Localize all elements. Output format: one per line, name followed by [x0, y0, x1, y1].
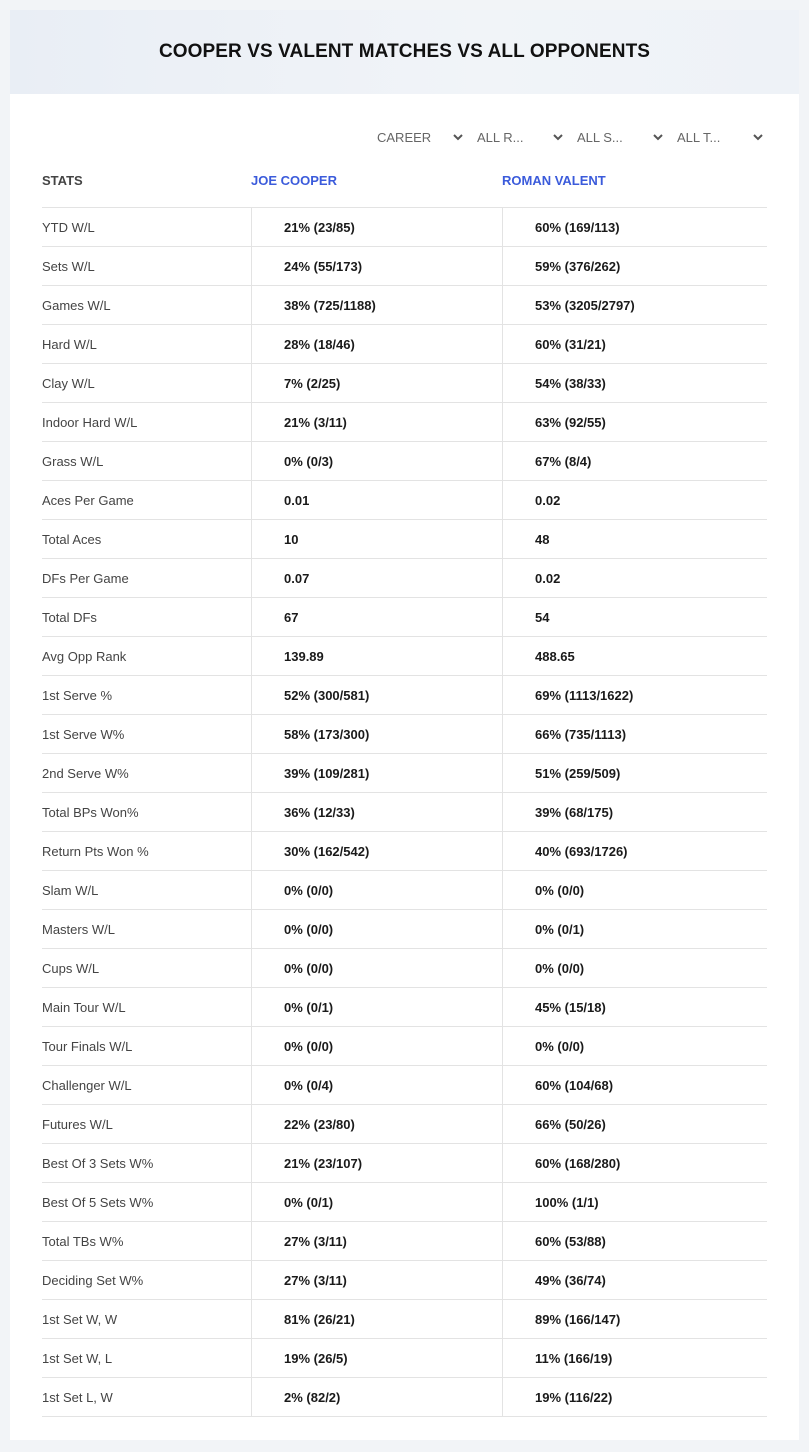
player1-link[interactable]: JOE COOPER — [251, 173, 337, 188]
filter-rounds-label: ALL R... — [477, 129, 524, 145]
player2-value: 69% (1113/1622) — [535, 688, 634, 703]
player1-cell — [251, 286, 502, 325]
stat-label: Futures W/L — [42, 1117, 113, 1132]
table-row — [42, 1027, 767, 1066]
stat-label: Games W/L — [42, 298, 111, 313]
player2-cell — [502, 754, 767, 793]
player1-value: 0% (0/3) — [284, 454, 334, 469]
table-row — [42, 520, 767, 559]
player2-cell — [502, 520, 767, 559]
player2-cell — [502, 1144, 767, 1183]
player1-cell — [251, 1027, 502, 1066]
stat-label: DFs Per Game — [42, 571, 129, 586]
stat-label: 2nd Serve W% — [42, 766, 129, 781]
table-row — [42, 871, 767, 910]
player2-value: 0% (0/0) — [535, 1039, 585, 1054]
filter-surfaces-label: ALL S... — [577, 129, 623, 145]
player2-cell — [502, 1378, 767, 1417]
stat-label: Avg Opp Rank — [42, 649, 127, 664]
table-row — [42, 1222, 767, 1261]
player2-value: 66% (735/1113) — [535, 727, 627, 742]
filter-rounds-select[interactable] — [477, 126, 565, 148]
stat-label: 1st Set L, W — [42, 1390, 113, 1405]
stat-label: Slam W/L — [42, 883, 99, 898]
player2-value: 39% (68/175) — [535, 805, 614, 820]
player1-value: 24% (55/173) — [284, 259, 363, 274]
player2-value: 63% (92/55) — [535, 415, 606, 430]
table-row — [42, 832, 767, 871]
player2-value: 40% (693/1726) — [535, 844, 628, 859]
player2-cell — [502, 910, 767, 949]
player1-cell — [251, 1300, 502, 1339]
stat-label: Challenger W/L — [42, 1078, 132, 1093]
player1-value: 0% (0/1) — [284, 1000, 334, 1015]
filter-tournaments-label: ALL T... — [677, 129, 721, 145]
player1-value: 0% (0/1) — [284, 1195, 334, 1210]
player1-cell — [251, 754, 502, 793]
player1-cell — [251, 325, 502, 364]
stat-label: Cups W/L — [42, 961, 100, 976]
table-row — [42, 715, 767, 754]
player1-cell — [251, 715, 502, 754]
player2-cell — [502, 1222, 767, 1261]
player1-cell — [251, 1144, 502, 1183]
stat-label: Best Of 5 Sets W% — [42, 1195, 154, 1210]
table-row — [42, 1183, 767, 1222]
stat-label: 1st Serve W% — [42, 727, 125, 742]
player1-value: 36% (12/33) — [284, 805, 355, 820]
player2-cell — [502, 403, 767, 442]
filter-period-select[interactable] — [377, 126, 465, 148]
player1-value: 39% (109/281) — [284, 766, 370, 781]
player1-value: 21% (23/85) — [284, 220, 355, 235]
player1-cell — [251, 832, 502, 871]
player2-value: 0.02 — [535, 571, 561, 586]
player2-value: 100% (1/1) — [535, 1195, 599, 1210]
table-row — [42, 1066, 767, 1105]
stat-label: Total TBs W% — [42, 1234, 124, 1249]
player1-cell — [251, 676, 502, 715]
page-title: COOPER VS VALENT MATCHES VS ALL OPPONENTS — [158, 41, 651, 62]
table-row — [42, 286, 767, 325]
player2-value: 51% (259/509) — [535, 766, 621, 781]
player2-cell — [502, 949, 767, 988]
filter-bar — [377, 126, 765, 148]
stat-label: Return Pts Won % — [42, 844, 149, 859]
player1-value: 67 — [284, 610, 299, 625]
stat-label: Total DFs — [42, 610, 97, 625]
table-row — [42, 442, 767, 481]
player1-cell — [251, 793, 502, 832]
player1-cell — [251, 1183, 502, 1222]
player1-cell — [251, 1105, 502, 1144]
player2-value: 0% (0/0) — [535, 883, 585, 898]
player2-cell — [502, 1339, 767, 1378]
player2-cell — [502, 598, 767, 637]
player1-value: 27% (3/11) — [284, 1273, 347, 1288]
player1-cell — [251, 1066, 502, 1105]
player1-cell — [251, 598, 502, 637]
player2-cell — [502, 988, 767, 1027]
player1-value: 139.89 — [284, 649, 324, 664]
player2-cell — [502, 481, 767, 520]
player2-value: 54% (38/33) — [535, 376, 606, 391]
player1-cell — [251, 637, 502, 676]
filter-tournaments-select[interactable] — [677, 126, 765, 148]
player2-cell — [502, 442, 767, 481]
player1-cell — [251, 949, 502, 988]
player2-cell — [502, 1300, 767, 1339]
player2-cell — [502, 559, 767, 598]
table-row — [42, 1339, 767, 1378]
player2-cell — [502, 1105, 767, 1144]
player1-cell — [251, 364, 502, 403]
stats-card — [10, 10, 799, 1440]
player1-cell — [251, 481, 502, 520]
player2-cell — [502, 715, 767, 754]
stats-table-body — [42, 208, 767, 1417]
player1-cell — [251, 442, 502, 481]
player1-value: 30% (162/542) — [284, 844, 370, 859]
player1-value: 21% (23/107) — [284, 1156, 363, 1171]
player2-cell — [502, 1183, 767, 1222]
player2-value: 59% (376/262) — [535, 259, 621, 274]
player2-cell — [502, 286, 767, 325]
table-row — [42, 598, 767, 637]
player2-cell — [502, 1066, 767, 1105]
player1-value: 0% (0/0) — [284, 1039, 334, 1054]
player2-value: 66% (50/26) — [535, 1117, 606, 1132]
filter-surfaces-select[interactable] — [577, 126, 665, 148]
chevron-down-icon — [751, 130, 765, 144]
table-row — [42, 910, 767, 949]
player2-cell — [502, 871, 767, 910]
player1-cell — [251, 988, 502, 1027]
player1-cell — [251, 1339, 502, 1378]
player2-cell — [502, 325, 767, 364]
player2-value: 67% (8/4) — [535, 454, 592, 469]
player1-cell — [251, 208, 502, 247]
stat-label: Best Of 3 Sets W% — [42, 1156, 154, 1171]
table-row — [42, 1300, 767, 1339]
table-row — [42, 1144, 767, 1183]
stat-label: Masters W/L — [42, 922, 115, 937]
player1-cell — [251, 910, 502, 949]
player2-value: 48 — [535, 532, 550, 547]
player1-value: 0% (0/0) — [284, 961, 334, 976]
table-row — [42, 676, 767, 715]
filter-period-label: CAREER — [377, 129, 432, 145]
player2-value: 0.02 — [535, 493, 561, 508]
player2-value: 0% (0/1) — [535, 922, 585, 937]
table-row — [42, 949, 767, 988]
player1-cell — [251, 403, 502, 442]
player1-cell — [251, 520, 502, 559]
player2-value: 53% (3205/2797) — [535, 298, 635, 313]
player1-value: 0.01 — [284, 493, 310, 508]
chevron-down-icon — [451, 130, 465, 144]
stat-label: Clay W/L — [42, 376, 95, 391]
stat-label: Indoor Hard W/L — [42, 415, 138, 430]
table-row — [42, 559, 767, 598]
player2-cell — [502, 793, 767, 832]
table-row — [42, 637, 767, 676]
player2-value: 60% (31/21) — [535, 337, 606, 352]
table-row — [42, 1261, 767, 1300]
stat-label: Deciding Set W% — [42, 1273, 144, 1288]
player1-value: 19% (26/5) — [284, 1351, 348, 1366]
player1-cell — [251, 1378, 502, 1417]
player1-cell — [251, 559, 502, 598]
player2-cell — [502, 637, 767, 676]
table-row — [42, 247, 767, 286]
chevron-down-icon — [551, 130, 565, 144]
stat-label: Total BPs Won% — [42, 805, 139, 820]
player2-cell — [502, 832, 767, 871]
player1-value: 2% (82/2) — [284, 1390, 341, 1405]
player1-value: 0% (0/0) — [284, 922, 334, 937]
player1-value: 21% (3/11) — [284, 415, 347, 430]
player1-value: 0% (0/0) — [284, 883, 334, 898]
table-row — [42, 988, 767, 1027]
player1-cell — [251, 247, 502, 286]
chevron-down-icon — [651, 130, 665, 144]
player2-value: 60% (104/68) — [535, 1078, 614, 1093]
player2-cell — [502, 364, 767, 403]
player1-value: 81% (26/21) — [284, 1312, 355, 1327]
stat-label: 1st Serve % — [42, 688, 113, 703]
player2-value: 49% (36/74) — [535, 1273, 606, 1288]
player2-cell — [502, 676, 767, 715]
player2-value: 54 — [535, 610, 550, 625]
player2-cell — [502, 247, 767, 286]
stat-label: Main Tour W/L — [42, 1000, 126, 1015]
player2-link[interactable]: ROMAN VALENT — [502, 173, 606, 188]
stat-label: Grass W/L — [42, 454, 104, 469]
player1-value: 0.07 — [284, 571, 310, 586]
table-row — [42, 403, 767, 442]
player1-value: 38% (725/1188) — [284, 298, 376, 313]
stat-label: 1st Set W, W — [42, 1312, 118, 1327]
player1-cell — [251, 1222, 502, 1261]
stat-label: Total Aces — [42, 532, 102, 547]
table-row — [42, 793, 767, 832]
player1-value: 27% (3/11) — [284, 1234, 347, 1249]
player1-value: 7% (2/25) — [284, 376, 341, 391]
player2-cell — [502, 1261, 767, 1300]
player2-value: 19% (116/22) — [535, 1390, 613, 1405]
stat-label: Tour Finals W/L — [42, 1039, 133, 1054]
player2-cell — [502, 1027, 767, 1066]
player2-value: 0% (0/0) — [535, 961, 585, 976]
table-header — [42, 170, 767, 208]
player1-value: 52% (300/581) — [284, 688, 370, 703]
player1-value: 22% (23/80) — [284, 1117, 355, 1132]
player1-value: 0% (0/4) — [284, 1078, 334, 1093]
player2-value: 488.65 — [535, 649, 575, 664]
table-row — [42, 754, 767, 793]
table-row — [42, 208, 767, 247]
stat-label: YTD W/L — [42, 220, 95, 235]
table-row — [42, 481, 767, 520]
card-header — [10, 10, 799, 94]
stat-label: Aces Per Game — [42, 493, 134, 508]
table-row — [42, 1378, 767, 1417]
player2-value: 60% (168/280) — [535, 1156, 621, 1171]
player2-value: 60% (53/88) — [535, 1234, 606, 1249]
stat-label: 1st Set W, L — [42, 1351, 113, 1366]
player2-value: 89% (166/147) — [535, 1312, 621, 1327]
stats-column-header: STATS — [42, 173, 83, 188]
table-row — [42, 325, 767, 364]
table-row — [42, 364, 767, 403]
player1-value: 10 — [284, 532, 299, 547]
player2-cell — [502, 208, 767, 247]
player1-cell — [251, 871, 502, 910]
player2-value: 60% (169/113) — [535, 220, 620, 235]
table-row — [42, 1105, 767, 1144]
player2-value: 45% (15/18) — [535, 1000, 606, 1015]
player1-value: 28% (18/46) — [284, 337, 355, 352]
player1-value: 58% (173/300) — [284, 727, 370, 742]
player1-cell — [251, 1261, 502, 1300]
stat-label: Hard W/L — [42, 337, 97, 352]
player2-value: 11% (166/19) — [535, 1351, 613, 1366]
stat-label: Sets W/L — [42, 259, 95, 274]
